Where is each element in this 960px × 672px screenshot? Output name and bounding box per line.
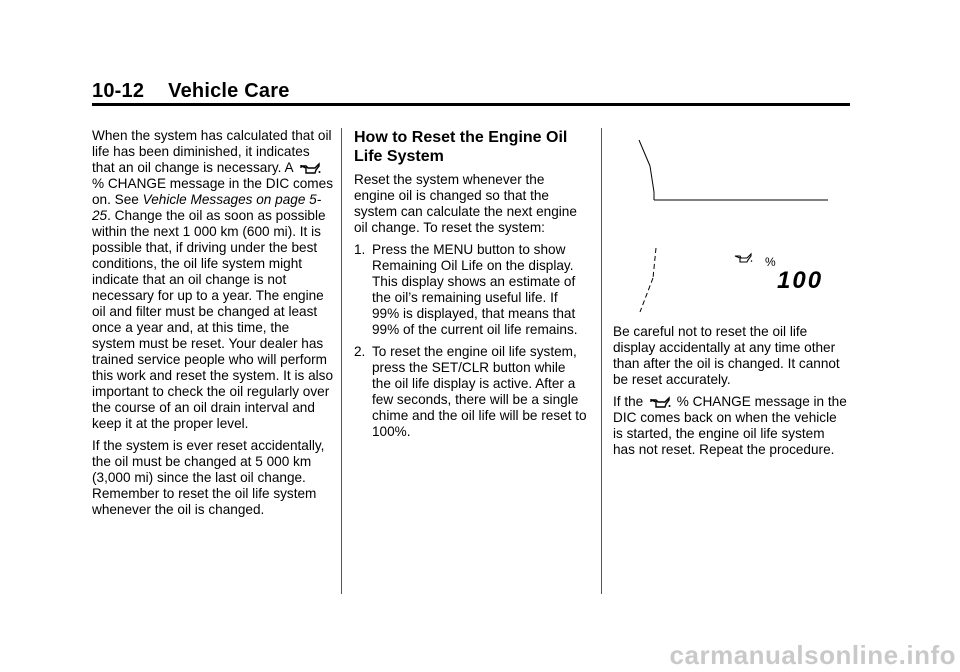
section-title: Vehicle Care <box>168 80 290 102</box>
oil-can-icon <box>299 162 321 175</box>
paragraph-careful: Be careful not to reset the oil life display accidentally at any time other than after the oil is changed. It cannot be reset accurately. <box>613 324 840 387</box>
display-percent: % <box>765 255 776 269</box>
text: . Change the oil as soon as possible within the next 1 000 km (600 mi). It is possible that, if driving under the best conditions, the oil life system might indicate that an oil change is not necessary for up to a year. The engine oil and filter must be changed at least once a year and, at this time, the system must be reset. Your dealer has trained service people who will perform this work and reset the system. It is also important to check the oil regularly over the course of an oil drain interval and keep it at the proper level. <box>92 208 334 431</box>
dic-display-illustration <box>613 128 850 320</box>
step-number: 2. <box>354 344 366 359</box>
display-oil-can-icon <box>735 254 752 262</box>
watermark: carmanualsonline.info <box>669 640 956 670</box>
step-number: 1. <box>354 242 366 257</box>
steps-list <box>354 242 588 440</box>
cross-reference-link[interactable]: Vehicle Messages on page 5-25 <box>92 192 322 223</box>
column-divider-2 <box>601 128 602 594</box>
display-value: 100 <box>777 267 824 294</box>
paragraph-intro: Reset the system whenever the engine oil is changed so that the system can calculate the next engine oil change. To reset the system: <box>354 172 577 235</box>
oil-can-icon <box>649 396 671 409</box>
text: % CHANGE message in the DIC comes back on when the vehicle is started, the engine oil life system has not reset. Repeat the procedure. <box>613 394 847 457</box>
text: When the system has calculated that oil life has been diminished, it indicates that an oil change is necessary. A <box>92 128 332 175</box>
list-item <box>354 242 588 338</box>
step-text: To reset the engine oil life system, press the SET/CLR button while the oil life display is active. After a few seconds, there will be a single chime and the oil life will be reset to 100%. <box>372 344 587 439</box>
paragraph-oil-change-indication <box>92 128 334 432</box>
page-header <box>92 80 290 103</box>
header-rule <box>92 103 850 106</box>
column-3 <box>613 128 850 464</box>
page-number: 10-12 <box>92 80 145 102</box>
paragraph-repeat <box>613 394 850 458</box>
list-item <box>354 344 588 440</box>
column-divider-1 <box>341 128 342 594</box>
text: % CHANGE message in the DIC comes on. See <box>92 176 333 207</box>
paragraph-accidental-reset: If the system is ever reset accidentally, the oil must be changed at 5 000 km (3,000 mi) since the last oil change. Remember to reset the oil life system whenever the oil is changed. <box>92 438 325 517</box>
step-text: Press the MENU button to show Remaining Oil Life on the display. This display shows an estimate of the oil’s remaining useful life. If 99% is displayed, that means that 99% of the current oil life remains. <box>372 242 578 337</box>
section-heading: How to Reset the Engine Oil Life System <box>354 129 568 165</box>
text: If the <box>613 394 644 409</box>
column-1 <box>92 128 334 524</box>
column-2 <box>354 128 588 446</box>
